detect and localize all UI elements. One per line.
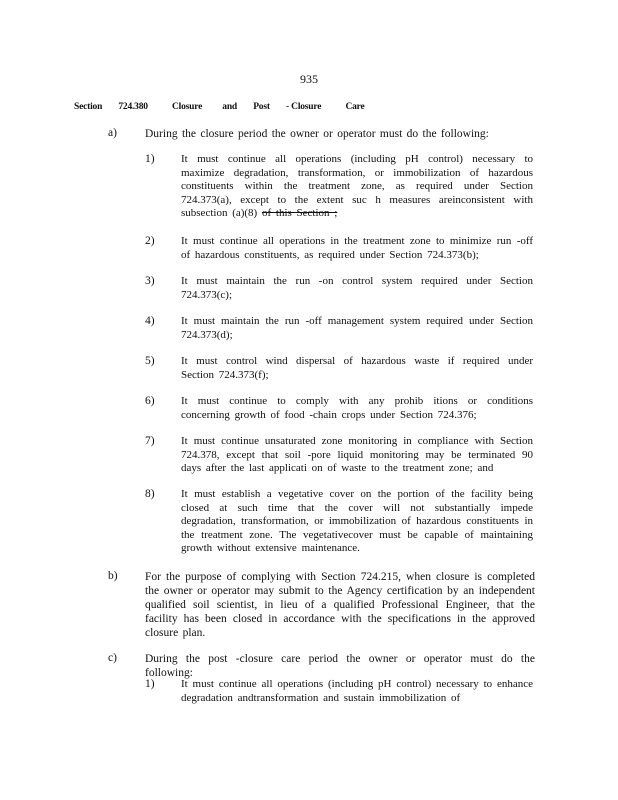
item-c1-label: 1) <box>145 678 155 690</box>
item-a6-text: It must continue to comply with any prohib itions or conditions concerning growth of food -chain crops under Section 724.376; <box>181 395 533 421</box>
struck-text: of this Section ; <box>261 207 338 219</box>
section-title-part: - Closure <box>286 102 322 112</box>
subsection-c-label: c) <box>108 652 117 664</box>
section-title-part: and <box>222 102 238 112</box>
item-a5-label: 5) <box>145 355 155 367</box>
section-number: 724.380 <box>118 102 148 112</box>
item-a8-text: It must establish a vegetative cover on the portion of the facility being closed at such time that the cover will not substantially impede degradation, transformation, or immobilization of hazardous constituents in the treatment zone. The vegetativecover must be capable of maintaining growth without extensive maintenance. <box>181 488 533 554</box>
section-title-part: Post <box>253 102 270 112</box>
section-heading <box>74 102 365 112</box>
subsection-a-label: a) <box>108 127 117 139</box>
item-a1-body: It must continue all operations (including pH control) necessary to maximize degradation, transformation, or immobilization of hazardous constituents within the treatment zone, as required under Section 724.373(a), except to the extent suc h measures areinconsistent with subsection (a)(8) <box>181 153 533 219</box>
subsection-b-text: For the purpose of complying with Section 724.215, when closure is completed the owner or operator may submit to the Agency certification by an independent qualified soil scientist, in lieu of a qualified Professional Engineer, that the facility has been closed in accordance with the specifications in the approved closure plan. <box>145 571 535 639</box>
item-a4-text: It must maintain the run -off management system required under Section 724.373(d); <box>181 315 533 341</box>
item-a3-label: 3) <box>145 275 155 287</box>
item-a7-label: 7) <box>145 435 155 447</box>
item-a1-text <box>181 153 533 221</box>
item-a4-label: 4) <box>145 315 155 327</box>
item-a6-label: 6) <box>145 395 155 407</box>
item-a2-label: 2) <box>145 235 155 247</box>
item-c1-text: It must continue all operations (including pH control) necessary to enhance degradation andtransformation and sustain immobilization of <box>181 678 533 704</box>
item-a3-text: It must maintain the run -on control system required under Section 724.373(c); <box>181 275 533 301</box>
subsection-a-text: During the closure period the owner or operator must do the following: <box>145 128 489 140</box>
section-title-part: Care <box>345 102 365 112</box>
item-a5-text: It must control wind dispersal of hazardous waste if required under Section 724.373(f); <box>181 355 533 381</box>
section-label: Section <box>74 102 103 112</box>
subsection-c-text: During the post -closure care period the owner or operator must do the following: <box>145 653 535 679</box>
item-a7-text: It must continue unsaturated zone monitoring in compliance with Section 724.378, except that soil -pore liquid monitoring may be terminated 90 days after the last applicati on of waste to the treatment zone; and <box>181 435 533 474</box>
section-title-part: Closure <box>172 102 203 112</box>
subsection-b-label: b) <box>108 570 118 582</box>
item-a2-text: It must continue all operations in the treatment zone to minimize run -off of hazardous constituents, as required under Section 724.373(b); <box>181 235 533 261</box>
item-a1-label: 1) <box>145 153 155 165</box>
page-number: 935 <box>300 72 318 86</box>
item-a8-label: 8) <box>145 488 155 500</box>
